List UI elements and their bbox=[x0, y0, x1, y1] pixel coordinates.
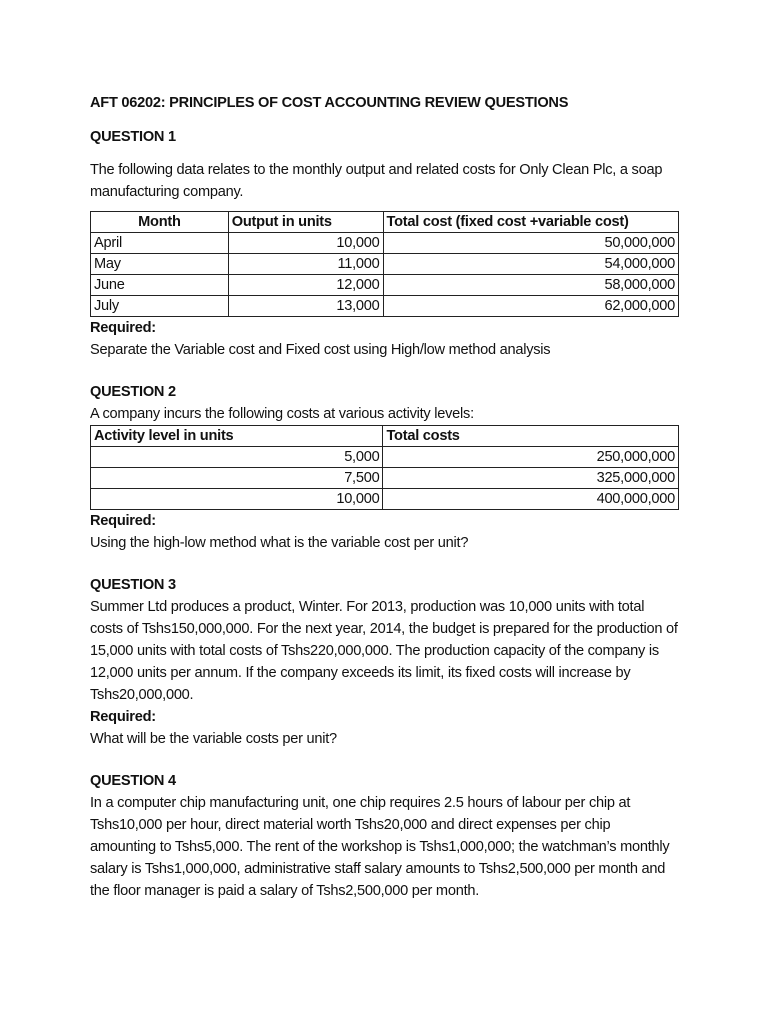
table-row bbox=[91, 468, 679, 489]
table-header-cell: Month bbox=[91, 212, 229, 233]
table-cell: April bbox=[91, 233, 229, 254]
question-2-heading: QUESTION 2 bbox=[90, 384, 176, 400]
table-cell: 62,000,000 bbox=[383, 296, 678, 317]
question-3-heading: QUESTION 3 bbox=[90, 577, 176, 593]
table-cell: 325,000,000 bbox=[383, 468, 679, 489]
question-4-text: In a computer chip manufacturing unit, one chip requires 2.5 hours of labour per chip at Tshs10,000 per hour, direct material worth Tshs20,000 and direct expenses per chip amounting to Tshs5,000. The rent of the workshop is Tshs1,000,000; the watchman’s monthly salary is Tshs1,000,000, administrative staff salary amounts to Tshs2,500,000 per month and the floor manager is paid a salary of Tshs2,500,000 per month. bbox=[90, 795, 670, 899]
spacer bbox=[90, 554, 678, 574]
question-2-required-label: Required: bbox=[90, 513, 156, 529]
table-cell: 11,000 bbox=[228, 254, 383, 275]
table-cell: 10,000 bbox=[91, 489, 383, 510]
table-cell: 54,000,000 bbox=[383, 254, 678, 275]
question-2-table bbox=[90, 425, 679, 510]
question-1-required-label: Required: bbox=[90, 320, 156, 336]
question-3-text: Summer Ltd produces a product, Winter. For 2013, production was 10,000 units with total costs of Tshs150,000,000. For the next year, 2014, the budget is prepared for the production of 15,000 units with total costs of Tshs220,000,000. The production capacity of the company is 12,000 units per annum. If the company exceeds its limit, its fixed costs will increase by Tshs20,000,000. bbox=[90, 599, 678, 703]
question-2-intro: A company incurs the following costs at various activity levels: bbox=[90, 406, 474, 422]
table-header-cell: Activity level in units bbox=[91, 426, 383, 447]
question-1-required-text: Separate the Variable cost and Fixed cost using High/low method analysis bbox=[90, 342, 551, 358]
table-row bbox=[91, 447, 679, 468]
table-cell: 5,000 bbox=[91, 447, 383, 468]
table-header-cell: Output in units bbox=[228, 212, 383, 233]
question-3 bbox=[90, 574, 678, 750]
table-header-row bbox=[91, 212, 679, 233]
table-cell: 10,000 bbox=[228, 233, 383, 254]
table-row bbox=[91, 254, 679, 275]
spacer bbox=[90, 750, 678, 770]
question-3-required-text: What will be the variable costs per unit? bbox=[90, 731, 337, 747]
table-cell: 400,000,000 bbox=[383, 489, 679, 510]
table-row bbox=[91, 275, 679, 296]
table-cell: 250,000,000 bbox=[383, 447, 679, 468]
table-cell: 58,000,000 bbox=[383, 275, 678, 296]
table-cell: 7,500 bbox=[91, 468, 383, 489]
table-cell: 12,000 bbox=[228, 275, 383, 296]
table-cell: June bbox=[91, 275, 229, 296]
table-row bbox=[91, 489, 679, 510]
question-1-table bbox=[90, 211, 679, 317]
table-cell: 13,000 bbox=[228, 296, 383, 317]
table-header-row bbox=[91, 426, 679, 447]
question-3-required-label: Required: bbox=[90, 709, 156, 725]
question-1 bbox=[90, 126, 678, 361]
table-cell: July bbox=[91, 296, 229, 317]
table-header-cell: Total costs bbox=[383, 426, 679, 447]
table-row bbox=[91, 296, 679, 317]
table-row bbox=[91, 233, 679, 254]
table-cell: 50,000,000 bbox=[383, 233, 678, 254]
question-2 bbox=[90, 381, 678, 554]
spacer bbox=[90, 361, 678, 381]
question-1-heading: QUESTION 1 bbox=[90, 129, 176, 145]
document-title: AFT 06202: PRINCIPLES OF COST ACCOUNTING REVIEW QUESTIONS bbox=[90, 95, 569, 111]
question-2-required-text: Using the high-low method what is the variable cost per unit? bbox=[90, 535, 469, 551]
question-4 bbox=[90, 770, 678, 902]
question-1-intro: The following data relates to the monthly output and related costs for Only Clean Plc, a soap manufacturing company. bbox=[90, 162, 663, 200]
table-cell: May bbox=[91, 254, 229, 275]
table-header-cell: Total cost (fixed cost +variable cost) bbox=[383, 212, 678, 233]
question-4-heading: QUESTION 4 bbox=[90, 773, 176, 789]
